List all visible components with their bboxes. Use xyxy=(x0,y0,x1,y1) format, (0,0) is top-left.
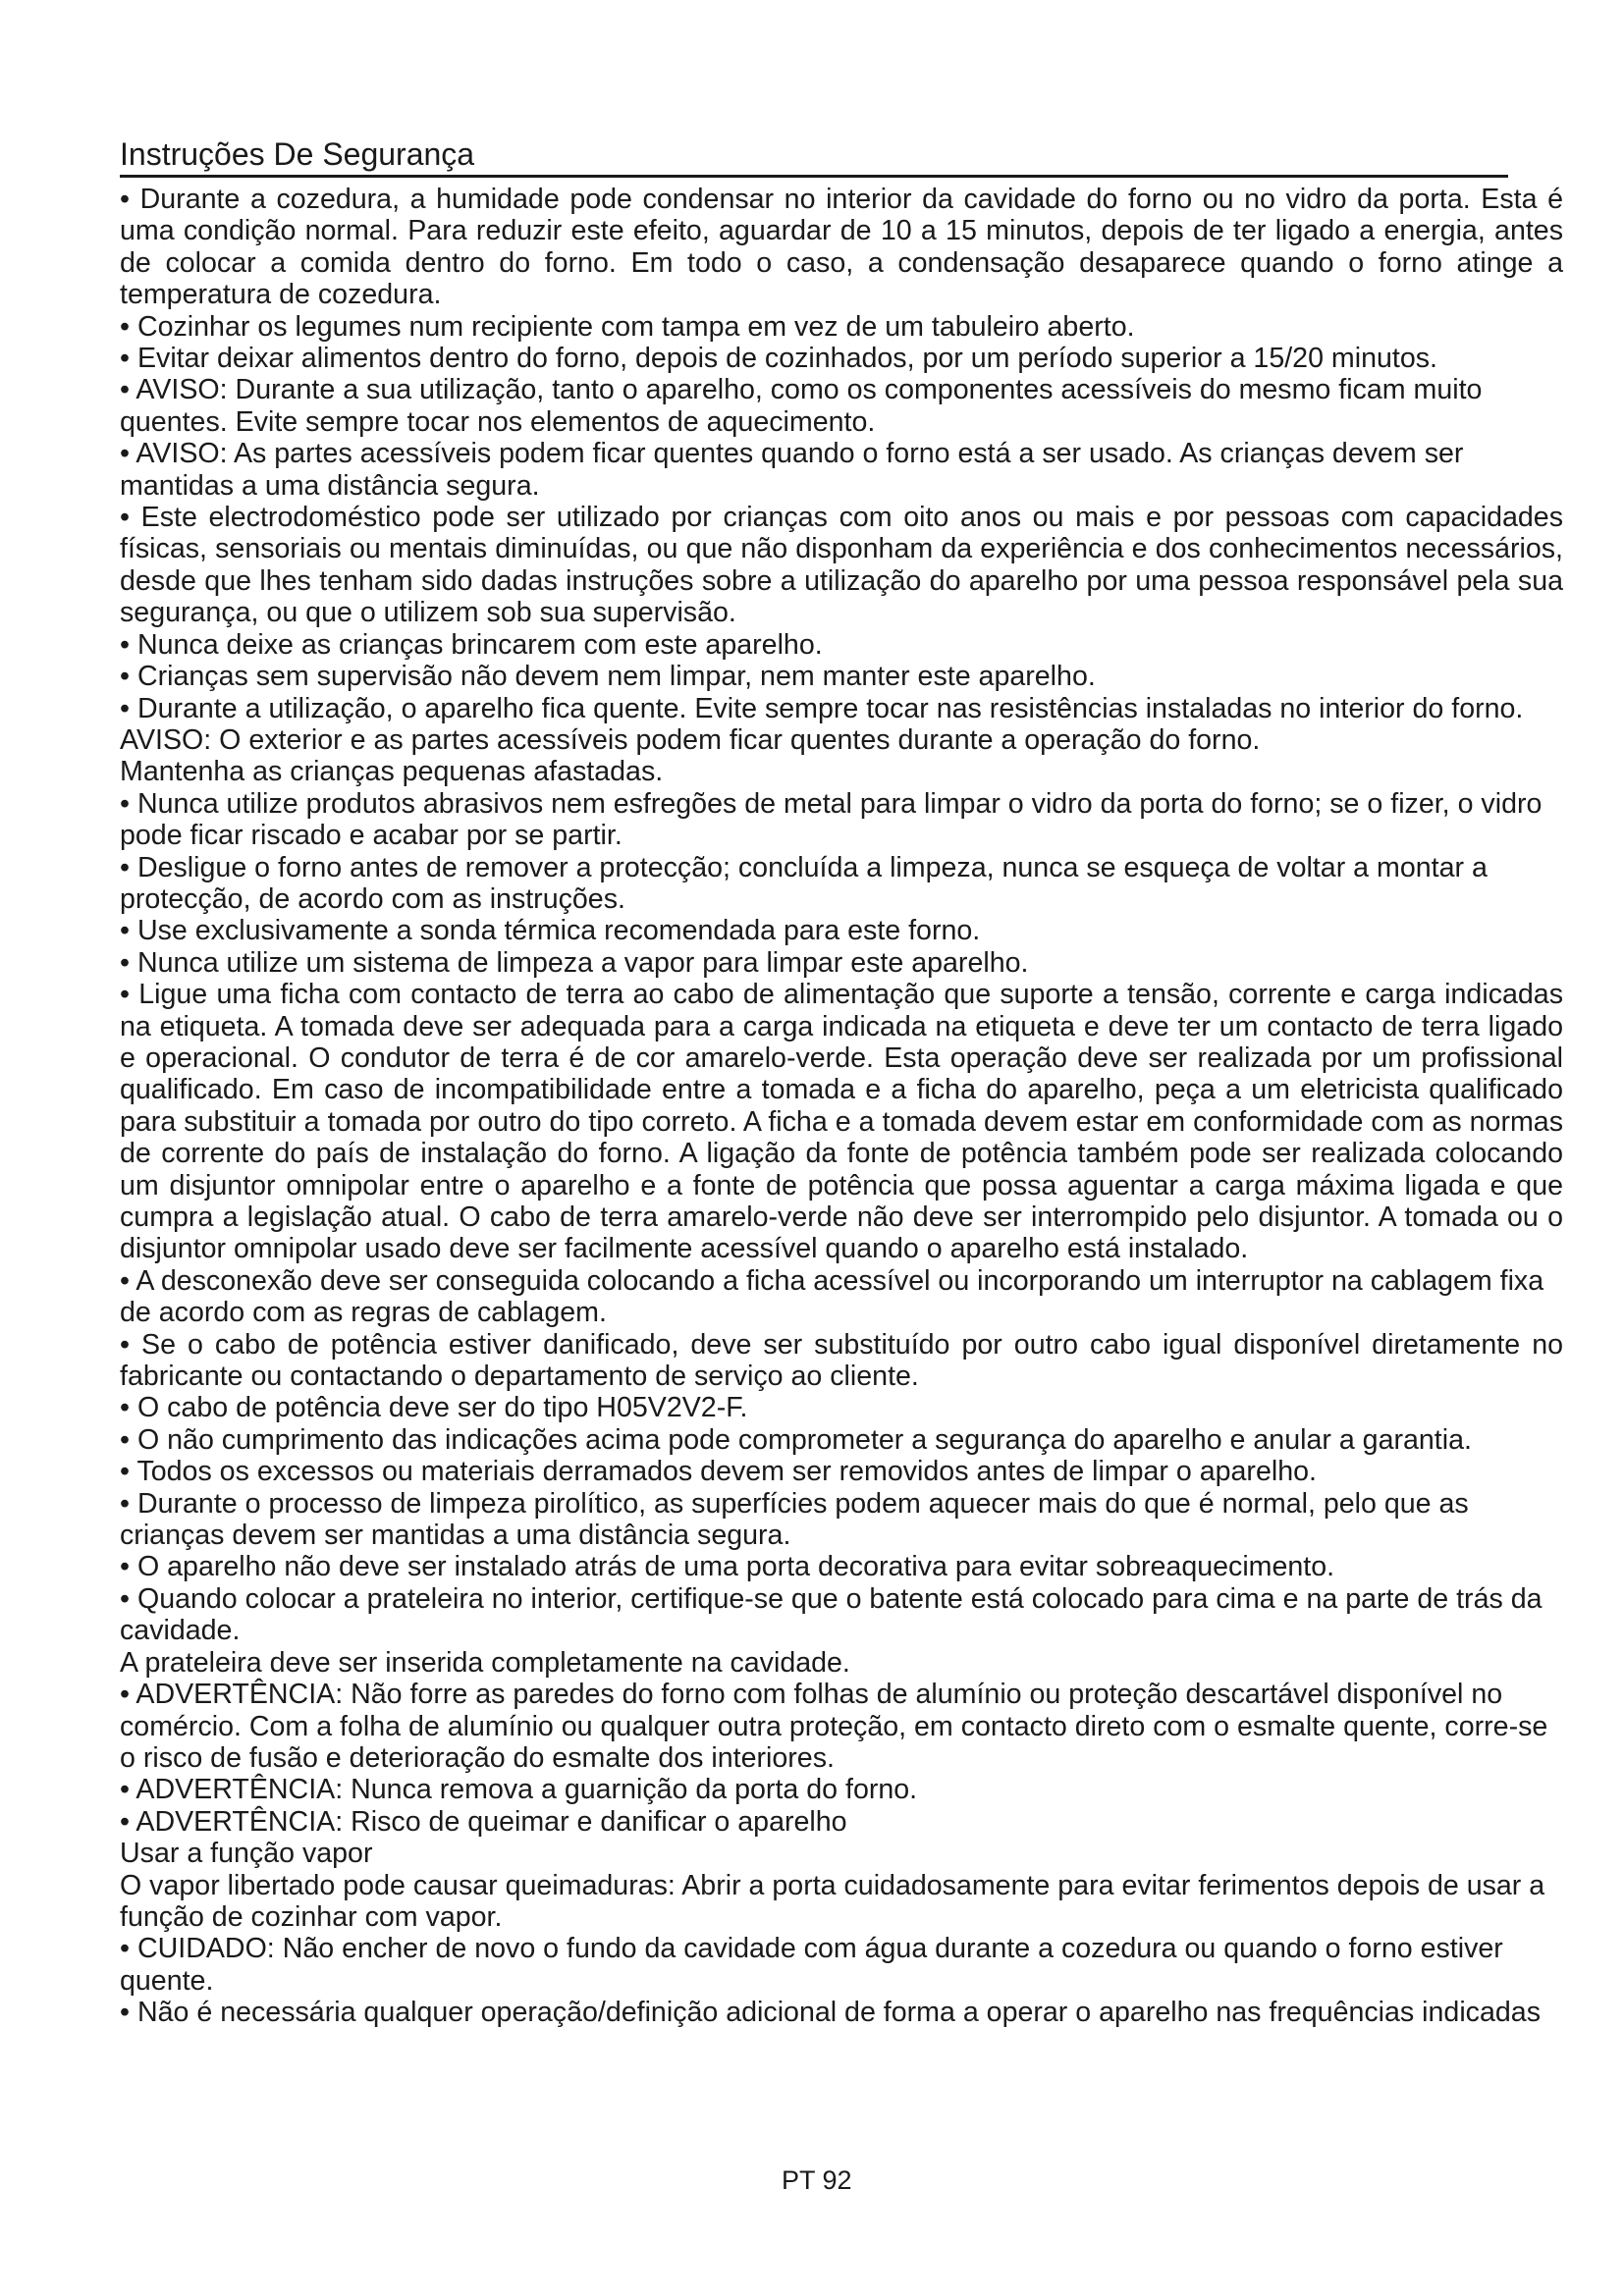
paragraph-warning-accessible-parts: • AVISO: As partes acessíveis podem ficar quentes quando o forno está a ser usado. As crianças devem ser mantidas a uma distância segura. xyxy=(120,438,1464,502)
paragraph-disconnection: • A desconexão deve ser conseguida colocando a ficha acessível ou incorporando um interruptor na cablagem fixa de acordo com as regras de cablagem. xyxy=(120,1264,1544,1329)
paragraph-cable-type: • O cabo de potência deve ser do tipo H05V2V2-F. xyxy=(120,1392,748,1424)
paragraph-warning-door-trim: • ADVERTÊNCIA: Nunca remova a guarnição da porta do forno. xyxy=(120,1774,918,1806)
paragraph-steam-burns: O vapor libertado pode causar queimaduras: Abrir a porta cuidadosamente para evitar ferimentos depois de usar a função de cozinhar com vapor. xyxy=(120,1869,1545,1933)
paragraph-appliance-hot: • Durante a utilização, o aparelho fica quente. Evite sempre tocar nas resistências instaladas no interior do forno. xyxy=(120,692,1524,724)
paragraph-steam-cleaning: • Nunca utilize um sistema de limpeza a vapor para limpar este aparelho. xyxy=(120,946,1029,979)
paragraph-children-usage: • Este electrodoméstico pode ser utilizado por crianças com oito anos ou mais e por pessoas com capacidades físicas, sensoriais ou mentais diminuídas, ou que não disponham da experiência e dos conhecimentos necessários, desde que lhes tenham sido dadas instruções sobre a utilização do aparelho por uma pessoa responsável pela sua segurança, ou que o utilizem sob sua supervisão. xyxy=(120,502,1563,629)
paragraph-thermal-probe: • Use exclusivamente a sonda térmica recomendada para este forno. xyxy=(120,915,981,947)
paragraph-damaged-cable: • Se o cabo de potência estiver danificado, deve ser substituído por outro cabo igual disponível diretamente no fabricante ou contactando o departamento de serviço ao cliente. xyxy=(120,1328,1563,1393)
page-content xyxy=(120,135,1563,2029)
safety-instructions xyxy=(120,184,1563,2029)
paragraph-warning-aluminium: • ADVERTÊNCIA: Não forre as paredes do forno com folhas de alumínio ou proteção descartável disponível no comércio. Com a folha de alumínio ou qualquer outra proteção, em contacto direto com o esmalte quente, corre-se o risco de fusão e deterioração do esmalte dos interiores. xyxy=(120,1679,1548,1774)
paragraph-warning-burn-risk: • ADVERTÊNCIA: Risco de queimar e danificar o aparelho xyxy=(120,1805,847,1838)
paragraph-warning-hot-components: • AVISO: Durante a sua utilização, tanto o aparelho, como os componentes acessíveis do mesmo ficam muito quentes. Evite sempre tocar nos elementos de aquecimento. xyxy=(120,374,1483,438)
paragraph-protection-removal: • Desligue o forno antes de remover a protecção; concluída a limpeza, nunca se esqueça de voltar a montar a protecção, de acordo com as instruções. xyxy=(120,851,1488,915)
paragraph-caution-water: • CUIDADO: Não encher de novo o fundo da cavidade com água durante a cozedura ou quando o forno estiver quente. xyxy=(120,1933,1503,1997)
paragraph-vegetables: • Cozinhar os legumes num recipiente com tampa em vez de um tabuleiro aberto. xyxy=(120,310,1135,343)
paragraph-children-play: • Nunca deixe as crianças brincarem com este aparelho. xyxy=(120,628,823,661)
paragraph-food-left-inside: • Evitar deixar alimentos dentro do forno, depois de cozinhados, por um período superior a 15/20 minutos. xyxy=(120,343,1437,375)
paragraph-abrasive-products: • Nunca utilize produtos abrasivos nem esfregões de metal para limpar o vidro da porta do forno; se o fizer, o vidro pode ficar riscado e acabar por se partir. xyxy=(120,787,1543,852)
paragraph-pyrolytic-cleaning: • Durante o processo de limpeza pirolítico, as superfícies podem aquecer mais do que é normal, pelo que as crianças devem ser mantidas a uma distância segura. xyxy=(120,1487,1469,1552)
paragraph-warning-exterior: AVISO: O exterior e as partes acessíveis podem ficar quentes durante a operação do forno. xyxy=(120,723,1261,756)
paragraph-earthing: • Ligue uma ficha com contacto de terra ao cabo de alimentação que suporte a tensão, corrente e carga indicadas na etiqueta. A tomada deve ser adequada para a carga indicada na etiqueta e deve ter um contacto de terra ligado e operacional. O condutor de terra é de cor amarelo-verde. Esta operação deve ser realizada por um profissional qualificado. Em caso de incompatibilidade entre a tomada e a ficha do aparelho, peça a um eletricista qualificado para substituir a tomada por outro do tipo correto. A ficha e a tomada devem estar em conformidade com as normas de corrente do país de instalação do forno. A ligação da fonte de potência também pode ser realizada colocando um disjuntor omnipolar entre o aparelho e a fonte de potência que possa aguentar a carga máxima ligada e que cumpra a legislação atual. O cabo de terra amarelo-verde não deve ser interrompido pelo disjuntor. A tomada ou o disjuntor omnipolar usado deve ser facilmente acessível quando o aparelho está instalado. xyxy=(120,979,1563,1265)
paragraph-non-compliance: • O não cumprimento das indicações acima pode comprometer a segurança do aparelho e anular a garantia. xyxy=(120,1423,1472,1456)
paragraph-frequencies: • Não é necessária qualquer operação/definição adicional de forma a operar o aparelho nas frequências indicadas xyxy=(120,1997,1541,2029)
paragraph-condensation: • Durante a cozedura, a humidade pode condensar no interior da cavidade do forno ou no vidro da porta. Esta é uma condição normal. Para reduzir este efeito, aguardar de 10 a 15 minutos, depois de ter ligado a energia, antes de colocar a comida dentro do forno. Em todo o caso, a condensação desaparece quando o forno atinge a temperatura de cozedura. xyxy=(120,184,1563,311)
paragraph-remove-spills: • Todos os excessos ou materiais derramados devem ser removidos antes de limpar o aparelho. xyxy=(120,1456,1317,1488)
paragraph-shelf-placement: • Quando colocar a prateleira no interior, certifique-se que o batente está colocado para cima e na parte de trás da cavidade. xyxy=(120,1582,1543,1647)
paragraph-shelf-insertion: A prateleira deve ser inserida completamente na cavidade. xyxy=(120,1646,850,1679)
paragraph-decorative-door: • O aparelho não deve ser instalado atrás de uma porta decorativa para evitar sobreaquecimento. xyxy=(120,1551,1335,1583)
page-number: PT 92 xyxy=(782,2165,852,2195)
page-title: Instruções De Segurança xyxy=(120,135,1508,178)
paragraph-steam-function-heading: Usar a função vapor xyxy=(120,1838,373,1870)
paragraph-keep-children-away: Mantenha as crianças pequenas afastadas. xyxy=(120,756,664,788)
paragraph-children-cleaning: • Crianças sem supervisão não devem nem limpar, nem manter este aparelho. xyxy=(120,661,1096,693)
